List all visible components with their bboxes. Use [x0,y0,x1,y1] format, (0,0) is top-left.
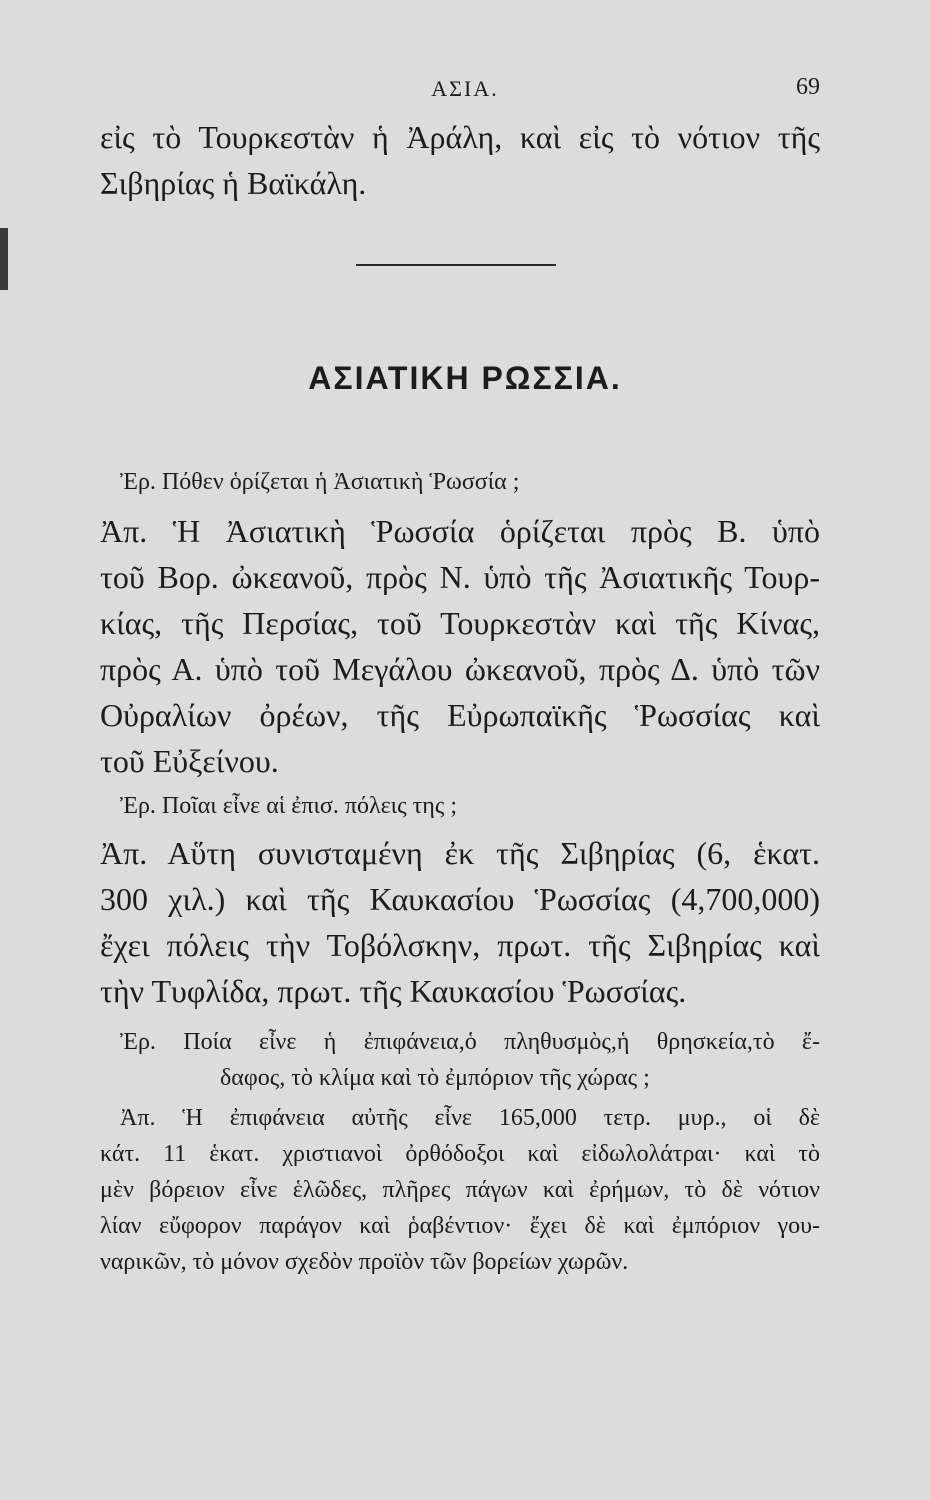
answer-line: Οὐραλίων ὀρέων, τῆς Εὐρωπαϊκῆς Ῥωσσίας καὶ [100,697,820,733]
section-heading: ΑΣΙΑΤΙΚΗ ΡΩΣΣΙΑ. [308,360,622,396]
answer-line: τοῦ Βορ. ὠκεανοῦ, πρὸς Ν. ὑπὸ τῆς Ἀσιατικῆς Τουρ- [100,559,820,595]
answer-line: μὲν βόρειον εἶνε ἑλῶδες, πλῆρες πάγων καὶ ἐρήμων, τὸ δὲ νότιον [100,1177,820,1203]
question-2 [100,788,820,824]
question-line: Ἐρ. Ποῖαι εἶνε αἱ ἐπισ. πόλεις της ; [120,793,457,819]
answer-1 [100,508,820,784]
question-line: δαφος, τὸ κλίμα καὶ τὸ ἐμπόριον τῆς χώρας ; [220,1065,650,1091]
question-line: Ἐρ. Πόθεν ὁρίζεται ἡ Ἀσιατικὴ Ῥωσσία ; [120,469,520,495]
question-3 [100,1024,820,1096]
answer-line: κίας, τῆς Περσίας, τοῦ Τουρκεστὰν καὶ τῆς Κίνας, [100,605,820,641]
question-1 [100,464,820,500]
answer-line: πρὸς Α. ὑπὸ τοῦ Μεγάλου ὠκεανοῦ, πρὸς Δ. ὑπὸ τῶν [100,651,820,687]
answer-line: Ἀπ. Ἡ Ἀσιατικὴ Ῥωσσία ὁρίζεται πρὸς Β. ὑπὸ [100,513,820,549]
answer-line: τὴν Τυφλίδα, πρωτ. τῆς Καυκασίου Ῥωσσίας. [100,973,687,1009]
page-number: 69 [796,74,820,100]
section-divider [356,264,556,266]
page-edge-mark [0,228,8,290]
answer-2 [100,830,820,1014]
answer-line: Ἀπ. Αὕτη συνισταμένη ἐκ τῆς Σιβηρίας (6, ἑκατ. [100,835,820,871]
answer-3 [100,1100,820,1280]
intro-line: εἰς τὸ Τουρκεστὰν ἡ Ἀράλη, καὶ εἰς τὸ νότιον τῆς [100,119,820,155]
intro-line: Σιβηρίας ἡ Βαϊκάλη. [100,165,367,201]
intro-paragraph [100,114,820,206]
running-title: ΑΣΙΑ. [431,76,499,101]
answer-line: κάτ. 11 ἑκατ. χριστιανοὶ ὀρθόδοξοι καὶ εἰδωλολάτραι· καὶ τὸ [100,1141,820,1167]
running-head [0,70,930,110]
question-line: Ἐρ. Ποία εἶνε ἡ ἐπιφάνεια,ὁ πληθυσμὸς,ἡ θρησκεία,τὸ ἔ- [120,1029,820,1055]
answer-line: 300 χιλ.) καὶ τῆς Καυκασίου Ῥωσσίας (4,700,000) [100,881,820,917]
answer-line: ἔχει πόλεις τὴν Τοβόλσκην, πρωτ. τῆς Σιβηρίας καὶ [100,927,820,963]
answer-line: Ἀπ. Ἡ ἐπιφάνεια αὐτῆς εἶνε 165,000 τετρ. μυρ., οἱ δὲ [120,1105,820,1131]
answer-line: ναρικῶν, τὸ μόνον σχεδὸν προϊὸν τῶν βορείων χωρῶν. [100,1249,629,1275]
answer-line: τοῦ Εὐξείνου. [100,743,279,779]
answer-line: λίαν εὔφορον παράγον καὶ ῥαβέντιον· ἔχει δὲ καὶ ἐμπόριον γου- [100,1213,820,1239]
